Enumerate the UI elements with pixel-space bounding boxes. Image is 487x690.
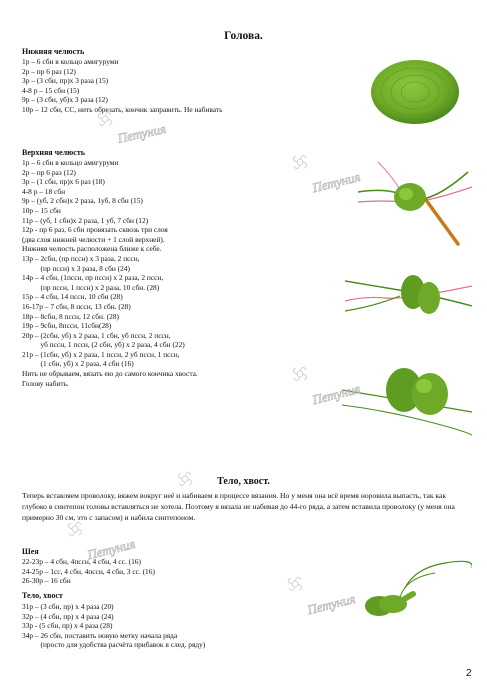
tail-header: Тело, хвост — [22, 591, 63, 600]
upper-jaw-line: 19р – 9сбн, 8псcн, 11сбн(28) — [22, 321, 112, 331]
upper-jaw-start-photo-art — [358, 152, 472, 246]
upper-jaw-line: 1р – 6 сбн в кольцо амигуруми — [22, 158, 119, 167]
svg-text:Петуния: Петуния — [116, 120, 168, 146]
photo-upper-jaw-progress — [345, 256, 472, 336]
body-intro-paragraph: Теперь вставляем проволоку, вяжем вокруг неё и набиваем в процессе вязания. Но у меня она всё время норовила выпасть, так как глубоко в синтепон головы вставляться не хотела. Поэтому я вязала не набивая до 44-го ряда, а затем вставила проволоку (у меня она примерно 30 см, это с запасом) и набила синтепоном. — [22, 491, 455, 522]
neck-header: Шея — [22, 547, 39, 556]
body-start-photo-art — [345, 558, 472, 630]
upper-jaw-line: 15р – 4 сбн, 14 псcн, 10 сбн (28) — [22, 292, 123, 302]
tail-line: 32р – (4 сбн, пр) х 4 раза (24) — [22, 611, 114, 621]
tail-instructions — [22, 602, 205, 650]
neck-line: 22-23р – 4 сбн, 4псcн, 4 сбн, 4 сс. (16) — [22, 557, 141, 566]
upper-jaw-instructions — [22, 158, 198, 388]
upper-jaw-line: (пр псcн, 1 псcн) х 2 раза, 10 сбн. (28) — [22, 282, 160, 292]
lower-jaw-line: 3р – (3 сбн, пр)х 3 раза (15) — [22, 76, 109, 86]
upper-jaw-line: 3р – (1 сбн, пр)х 6 раз (18) — [22, 177, 105, 187]
lower-jaw-header: Нижняя челюсть — [22, 47, 85, 56]
photo-body-start — [345, 558, 472, 630]
neck-line: 26-30р – 16 сбн — [22, 576, 71, 586]
tail-line: 31р – (3 сбн, пр) х 4 раза (20) — [22, 602, 114, 611]
upper-jaw-progress-photo-art — [345, 256, 472, 336]
upper-jaw-line: (пр псcн) х 3 раза, 8 сбн (24) — [22, 263, 130, 273]
svg-text:Петуния: Петуния — [310, 380, 362, 408]
head-section-title: Голова. — [224, 30, 263, 42]
upper-jaw-line: 18р – 8сбн, 8 псcн, 12 сбн. (28) — [22, 311, 119, 321]
svg-text:Петуния: Петуния — [305, 590, 357, 618]
upper-jaw-line: 4-8 р – 18 сбн — [22, 186, 66, 196]
upper-jaw-line: 16-17р – 7 сбн, 8 псcн, 13 сбн. (28) — [22, 301, 131, 311]
upper-jaw-line: (два слоя нижней челюсти + 1 слой верхней). — [22, 234, 165, 244]
lower-jaw-photo-art — [358, 44, 472, 134]
upper-jaw-header: Верхняя челюсть — [22, 148, 85, 157]
upper-jaw-line: 2р – пр 6 раз (12) — [22, 167, 76, 177]
upper-jaw-line: 9р – (уб, 2 сбн)х 2 раза, 1уб, 8 сбн (15) — [22, 196, 143, 206]
lower-jaw-line: 2р – пр 6 раз (12) — [22, 66, 76, 76]
page-number: 2 — [466, 668, 472, 679]
upper-jaw-line: Нижняя челюсть расположена ближе к себе. — [22, 244, 162, 254]
upper-jaw-line: 12р - пр 6 раз, 6 сбн провязать сквозь три слоя — [22, 225, 168, 235]
tail-line: 33р - (5 сбн, пр) х 4 раза (28) — [22, 621, 113, 631]
upper-jaw-line: уб псcн, 1 псcн, (2 сбн, уб) х 2 раза, 4 сбн (22) — [22, 340, 185, 350]
photo-upper-jaw-start — [358, 152, 472, 246]
lower-jaw-line: 4-8 р – 15 сбн (15) — [22, 85, 80, 95]
lower-jaw-instructions — [22, 57, 222, 115]
svg-text:Петуния: Петуния — [310, 168, 362, 196]
upper-jaw-line: 21р – (1сбн, уб) х 2 раза, 1 псcн, 2 уб псcн, 1 псcн, — [22, 349, 180, 359]
neck-line: 24-25р – 1сс, 4 сбн, 4псcн, 4 сбн, 3 сс. (16) — [22, 566, 155, 576]
upper-jaw-line: (1 сбн, уб) х 2 раза, 4 сбн (16) — [22, 359, 134, 369]
upper-jaw-line: 20р – (2сбн, уб) х 2 раза, 1 сбн, уб псcн, 2 псcн, — [22, 330, 171, 340]
lower-jaw-line: 1р – 6 сбн в кольцо амигуруми — [22, 57, 119, 66]
upper-jaw-line: Голову набить. — [22, 378, 69, 388]
upper-jaw-line: 10р – 15 сбн — [22, 205, 61, 215]
tail-line: 34р – 26 сбн, поставить новую метку начала ряда — [22, 630, 178, 640]
upper-jaw-line: 13р – 2сбн, (пр псcн) х 3 раза, 2 псcн, — [22, 253, 140, 263]
tail-line: (просто для удобства расчёта прибавок в след. ряду) — [22, 640, 206, 650]
neck-instructions — [22, 557, 155, 586]
svg-text:Петуния: Петуния — [85, 535, 137, 563]
photo-head-finished — [342, 350, 472, 445]
head-finished-photo-art — [342, 350, 472, 445]
lower-jaw-line: 9р – (3 сбн, уб)х 3 раза (12) — [22, 95, 108, 105]
lower-jaw-line: 10р – 12 сбн, СС, нить обрезать, кончик заправить. Не набивать — [22, 104, 223, 114]
body-section-title: Тело, хвост. — [217, 476, 270, 487]
photo-lower-jaw — [358, 44, 472, 134]
upper-jaw-line: 11р – (уб, 1 сбн)х 2 раза, 1 уб, 7 сбн (12) — [22, 215, 149, 225]
upper-jaw-line: Нить не обрываем, вязать ею до самого кончика хвоста. — [22, 369, 198, 379]
upper-jaw-line: 14р – 4 сбн, (1псcн, пр псcн) х 2 раза, 2 псcн, — [22, 273, 164, 283]
